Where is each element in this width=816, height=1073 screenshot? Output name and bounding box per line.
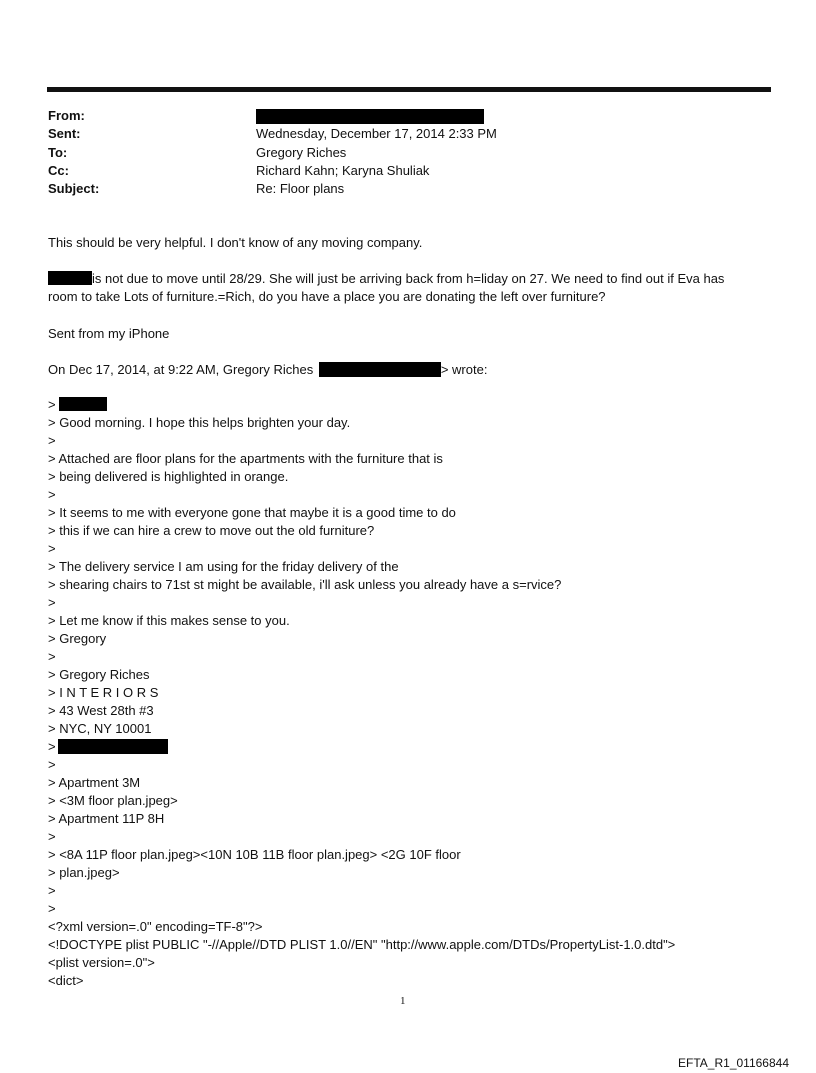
quoted-line: > [48,829,56,844]
quoted-line: > Attached are floor plans for the apartments with the furniture that is [48,451,443,466]
cc-value: Richard Kahn; Karyna Shuliak [256,162,430,178]
sent-label: Sent: [48,126,81,142]
quoted-line: > shearing chairs to 71st st might be available, i'll ask unless you already have a s=rvice? [48,577,562,592]
quoted-line: > I N T E R I O R S [48,685,159,700]
quoted-line: > Gregory [48,631,107,646]
quoted-line: > [48,649,56,664]
reply-intro-after: > wrote: [440,362,488,377]
cc-label: Cc: [48,162,69,178]
redaction-block [48,271,92,285]
to-label: To: [48,144,68,160]
from-row [48,107,768,125]
quoted-line: > [48,595,56,610]
cc-row [48,162,768,180]
to-row [48,144,768,162]
signature: Sent from my iPhone [48,326,170,341]
paragraph-1: This should be very helpful. I don't know of any moving company. [48,235,423,250]
quoted-line: > It seems to me with everyone gone that maybe it is a good time to do [48,505,456,520]
xml-line: <?xml version=.0" encoding=TF-8"?> [48,919,263,934]
sent-row [48,125,768,143]
redaction-block [319,362,441,377]
quoted-line: > <3M floor plan.jpeg> [48,793,178,808]
email-header [48,107,768,198]
quoted-line: > being delivered is highlighted in orange. [48,469,289,484]
quoted-line: > Good morning. I hope this helps brighten your day. [48,415,351,430]
xml-line: <plist version=.0"> [48,955,155,970]
quoted-line: > Gregory Riches [48,667,150,682]
quoted-line: > 43 West 28th #3 [48,703,154,718]
quoted-line: > [48,738,168,756]
quoted-line: > plan.jpeg> [48,865,120,880]
quoted-line: > this if we can hire a crew to move out the old furniture? [48,523,375,538]
paragraph-2 [48,270,768,306]
subject-row [48,180,768,198]
quoted-line: > NYC, NY 10001 [48,721,152,736]
quoted-line: > [48,433,56,448]
quoted-line: > Apartment 11P 8H [48,811,165,826]
document-id: EFTA_R1_01166844 [678,1056,789,1070]
subject-value: Re: Floor plans [256,181,345,197]
paragraph-2-line-2: room to take Lots of furniture.=Rich, do you have a place you are donating the left over furniture? [48,289,606,304]
sent-value: Wednesday, December 17, 2014 2:33 PM [256,126,497,142]
header-rule [47,87,771,92]
redaction-block [256,109,484,124]
from-value [256,107,484,125]
quoted-line: > [48,757,56,772]
quoted-line: > <8A 11P floor plan.jpeg><10N 10B 11B floor plan.jpeg> <2G 10F floor [48,847,461,862]
page-number: 1 [400,995,406,1007]
quoted-line: > [48,901,56,916]
redaction-block [58,739,168,754]
quoted-line: > [48,541,56,556]
quoted-line: > [48,883,56,898]
reply-intro [48,361,768,379]
reply-intro-before: On Dec 17, 2014, at 9:22 AM, Gregory Riches [48,362,314,377]
to-value: Gregory Riches [256,144,347,160]
quoted-line: > [48,396,107,414]
quoted-line: > Apartment 3M [48,775,141,790]
subject-label: Subject: [48,181,100,197]
xml-line: <!DOCTYPE plist PUBLIC "-//Apple//DTD PLIST 1.0//EN" "http://www.apple.com/DTDs/PropertyList-1.0.dtd"> [48,937,676,952]
quoted-line: > The delivery service I am using for the friday delivery of the [48,559,399,574]
paragraph-2-line-1: is not due to move until 28/29. She will just be arriving back from h=liday on 27. We need to find out if Eva has [92,271,725,286]
redaction-block [59,397,107,411]
xml-line: <dict> [48,973,84,988]
quoted-line: > Let me know if this makes sense to you. [48,613,290,628]
from-label: From: [48,108,85,123]
quoted-line: > [48,487,56,502]
